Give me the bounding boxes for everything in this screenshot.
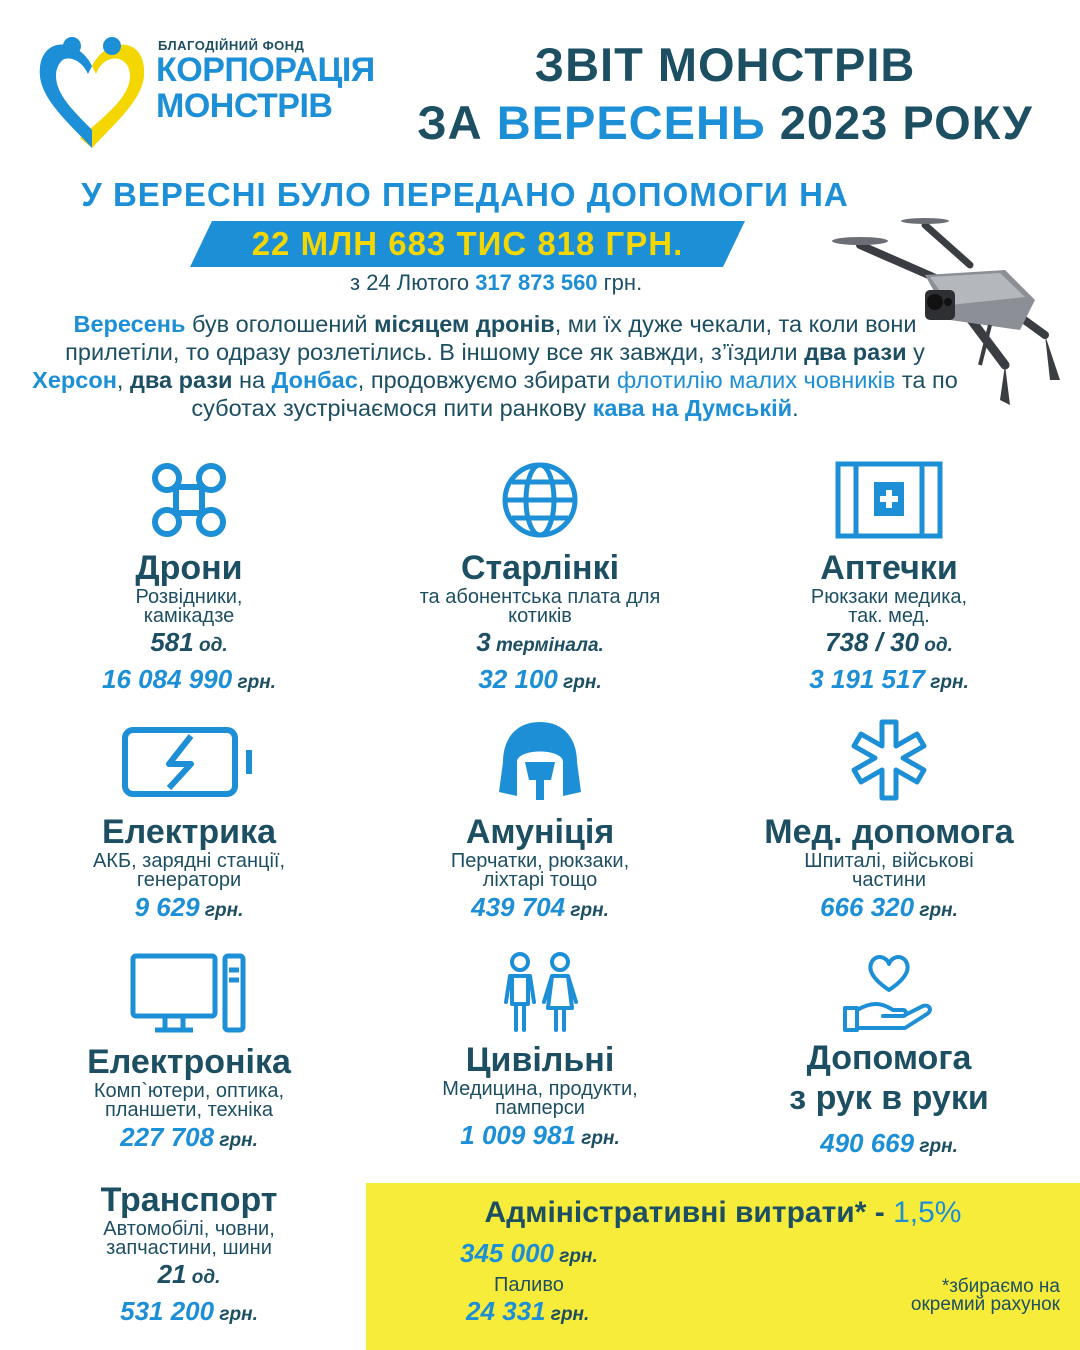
- category-name: Старлінкі: [460, 549, 620, 587]
- category-first-aid: [724, 460, 1054, 700]
- admin-footnote: [820, 1278, 1060, 1314]
- category-name: Електроніка: [87, 1043, 291, 1081]
- category-name-line1: Допомога: [806, 1039, 972, 1077]
- admin-title-text: Адміністративні витрати* -: [484, 1196, 894, 1229]
- category-desc: памперси: [495, 1097, 585, 1119]
- globe-icon: [500, 460, 580, 540]
- battery-charging-icon: [119, 722, 259, 802]
- admin-percent: 1,5%: [893, 1196, 962, 1229]
- category-amount: 3 191 517 грн.: [809, 664, 969, 694]
- category-desc: Рюкзаки медика,: [810, 586, 968, 608]
- total-amount: 22 МЛН 683 ТИС 818 ГРН.: [251, 225, 684, 262]
- category-desc: ліхтарі тощо: [482, 869, 598, 891]
- category-desc: запчастини, шини: [106, 1237, 272, 1259]
- category-desc: камікадзе: [143, 605, 235, 627]
- people-icon: [498, 950, 582, 1034]
- title-line2: [380, 94, 1070, 152]
- category-civilians: [375, 950, 705, 1156]
- category-name-line2: з рук в руки: [789, 1079, 989, 1117]
- category-qty: 738 / 30 од.: [825, 627, 953, 657]
- category-desc: так. мед.: [848, 605, 930, 627]
- category-desc: генератори: [136, 869, 242, 891]
- category-drones: [24, 460, 354, 700]
- category-name: Транспорт: [100, 1181, 278, 1219]
- category-qty: 21 од.: [157, 1259, 221, 1289]
- category-electronics: [24, 952, 354, 1158]
- category-amount: 227 708 грн.: [120, 1122, 258, 1152]
- heart-hand-icon: [841, 950, 937, 1034]
- since-total: [350, 270, 642, 296]
- category-amount: 439 704 грн.: [471, 892, 609, 922]
- admin-title: [366, 1196, 1080, 1230]
- category-desc: Розвідники,: [135, 586, 243, 608]
- category-desc: Комп`ютери, оптика,: [93, 1080, 285, 1102]
- medical-star-icon: [847, 718, 931, 802]
- category-electric: [24, 722, 354, 928]
- category-amount: 32 100 грн.: [478, 664, 602, 694]
- since-amount: 317 873 560: [475, 270, 598, 295]
- logo-name-line2: МОНСТРІВ: [156, 87, 333, 125]
- since-suffix: грн.: [597, 270, 643, 295]
- category-amount: 9 629 грн.: [134, 892, 244, 922]
- category-desc: котиків: [508, 605, 572, 627]
- title-line1: ЗВІТ МОНСТРІВ: [534, 38, 916, 91]
- logo-name: [156, 52, 375, 124]
- title-prefix: ЗА: [417, 96, 497, 149]
- category-name: Мед. допомога: [764, 813, 1014, 851]
- fuel-amount: 24 331 грн.: [466, 1296, 590, 1326]
- computer-icon: [129, 952, 249, 1034]
- category-desc: частини: [851, 869, 927, 891]
- category-name: Аптечки: [820, 549, 958, 587]
- category-qty: 581 од.: [150, 627, 228, 657]
- category-name: Дрони: [135, 549, 243, 587]
- logo-name-line1: КОРПОРАЦІЯ: [156, 51, 375, 89]
- title-month: ВЕРЕСЕНЬ: [496, 96, 766, 149]
- category-name: [724, 1038, 1054, 1118]
- category-amount: 490 669 грн.: [820, 1128, 958, 1158]
- fuel-label: Паливо: [494, 1274, 564, 1296]
- summary-heading: У ВЕРЕСНІ БУЛО ПЕРЕДАНО ДОПОМОГИ НА: [81, 176, 849, 213]
- category-qty: 3 термінала.: [476, 627, 604, 657]
- category-desc: та абонентська плата для: [419, 586, 661, 608]
- category-amount: 1 009 981 грн.: [460, 1120, 620, 1150]
- category-ammunition: [375, 718, 705, 928]
- drone-photo: [830, 205, 1080, 430]
- since-prefix: з 24 Лютого: [350, 270, 476, 295]
- category-starlinks: [375, 460, 705, 700]
- category-amount: 666 320 грн.: [820, 892, 958, 922]
- page-title: [380, 36, 1070, 152]
- category-amount: 531 200 грн.: [120, 1296, 258, 1326]
- drone-icon: [149, 460, 229, 540]
- footnote-line2: окремий рахунок: [910, 1294, 1060, 1315]
- first-aid-kit-icon: [834, 460, 944, 540]
- category-name: Амуніція: [465, 813, 615, 851]
- category-medical-aid: [724, 718, 1054, 928]
- category-desc: Автомобілі, човни,: [103, 1218, 275, 1240]
- category-name: Цивільні: [465, 1041, 615, 1079]
- category-hand-to-hand: [724, 950, 1054, 1164]
- category-desc: АКБ, зарядні станції,: [92, 850, 286, 872]
- fund-label: БЛАГОДІЙНИЙ ФОНД: [158, 38, 305, 53]
- category-transport: [24, 1180, 354, 1332]
- category-name: Електрика: [101, 813, 276, 851]
- footnote-line1: *збираємо на: [941, 1276, 1060, 1297]
- title-suffix: 2023 РОКУ: [765, 96, 1033, 149]
- fund-logo-icon: [32, 26, 152, 156]
- category-desc: Перчатки, рюкзаки,: [450, 850, 630, 872]
- category-amount: 16 084 990 грн.: [102, 664, 276, 694]
- admin-amount: 345 000 грн.: [460, 1238, 598, 1268]
- category-desc: Шпиталі, військові: [804, 850, 974, 872]
- category-desc: Медицина, продукти,: [442, 1078, 638, 1100]
- category-desc: планшети, техніка: [104, 1099, 274, 1121]
- intro-paragraph: Вересень був оголошений місяцем дронів, ми їх дуже чекали, та коли вони прилетіли, то одразу розлетілись. В іншому все як завжди, з’їздили два рази у Херсон, два рази на Донбас, продовжуємо збирати флотилію малих човників та по суботах зустрічаємося пити ранкову кава на Думській.: [32, 311, 958, 421]
- helmet-icon: [495, 718, 585, 802]
